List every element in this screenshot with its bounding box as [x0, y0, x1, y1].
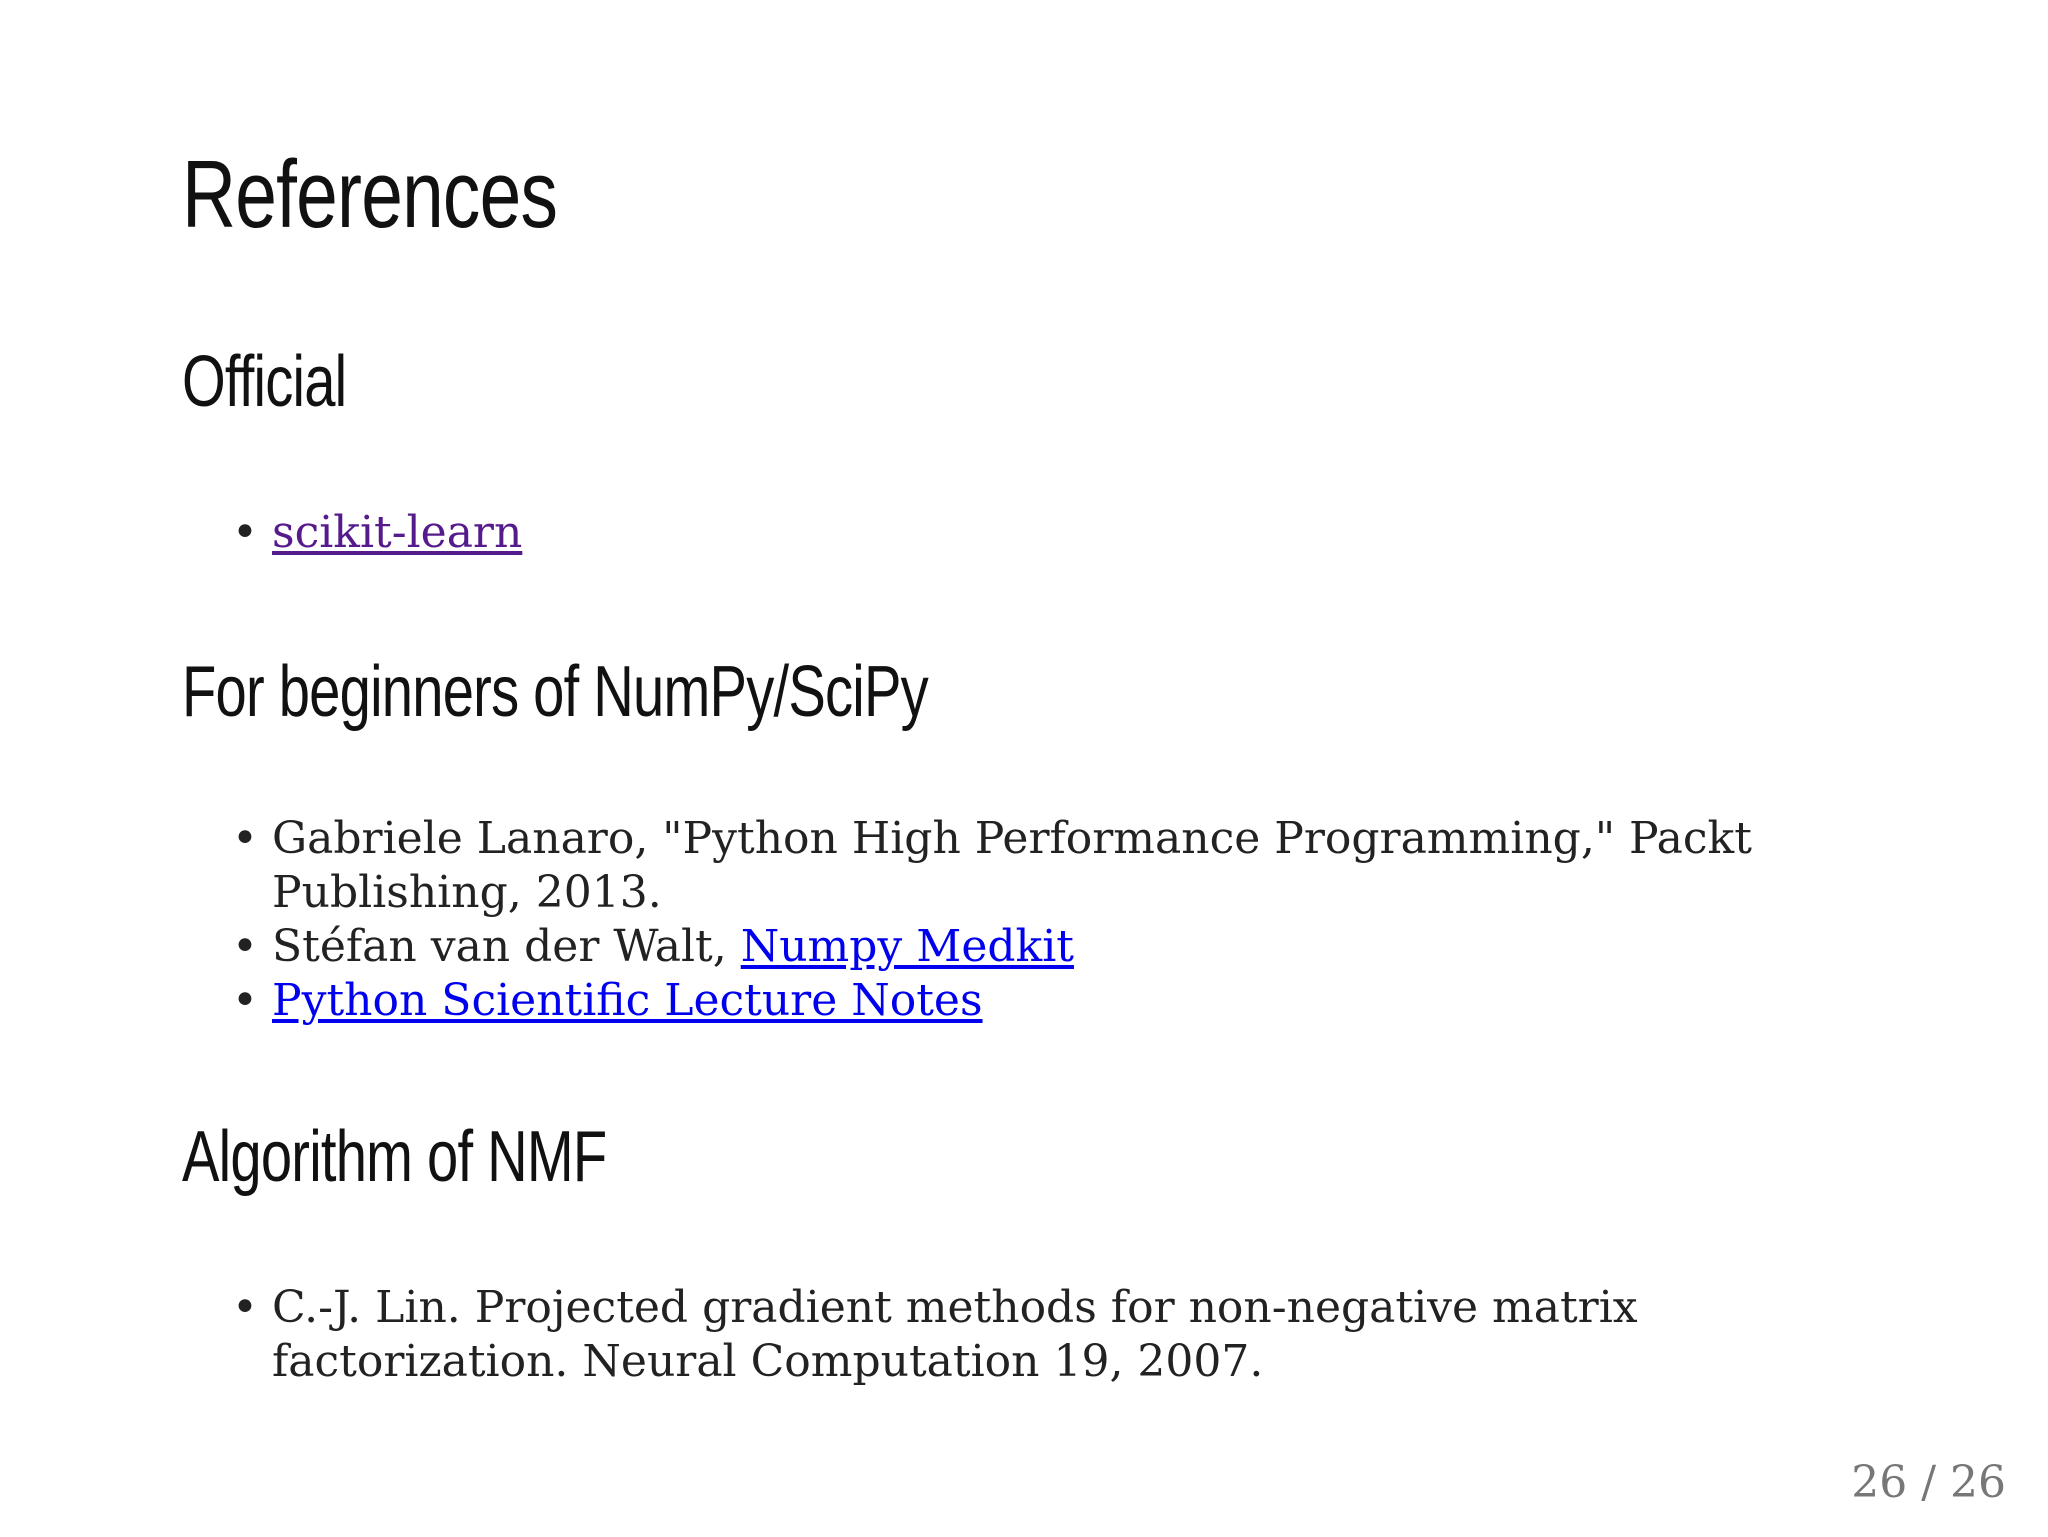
bullet-icon: • [232, 507, 258, 558]
bullet-icon: • [232, 1282, 258, 1333]
reference-text: Gabriele Lanaro, "Python High Performance Programming," Packt Publishing, 2013. [272, 813, 1752, 918]
list-item [232, 812, 1772, 920]
section-heading-nmf: Algorithm of NMF [182, 1117, 607, 1197]
list-item [232, 506, 1772, 560]
page-number: 26 / 26 [1851, 1457, 2006, 1508]
numpy-medkit-link[interactable]: Numpy Medkit [740, 921, 1074, 972]
bullet-icon: • [232, 813, 258, 864]
reference-list-official [232, 506, 1772, 560]
bullet-icon: • [232, 975, 258, 1026]
reference-text: C.-J. Lin. Projected gradient methods for non-negative matrix factorization. Neural Computation 19, 2007. [272, 1282, 1638, 1387]
section-heading-official: Official [182, 342, 347, 422]
slide-title: References [182, 141, 558, 248]
bullet-icon: • [232, 921, 258, 972]
list-item [232, 920, 1772, 974]
section-heading-beginners: For beginners of NumPy/SciPy [182, 652, 928, 732]
python-scientific-lecture-notes-link[interactable]: Python Scientific Lecture Notes [272, 975, 983, 1026]
list-item [232, 974, 1772, 1028]
scikit-learn-link[interactable]: scikit-learn [272, 507, 523, 558]
reference-list-beginners [232, 812, 1772, 1028]
list-item [232, 1281, 1672, 1389]
reference-list-nmf [232, 1281, 1672, 1389]
reference-text: Stéfan van der Walt, [272, 921, 741, 972]
